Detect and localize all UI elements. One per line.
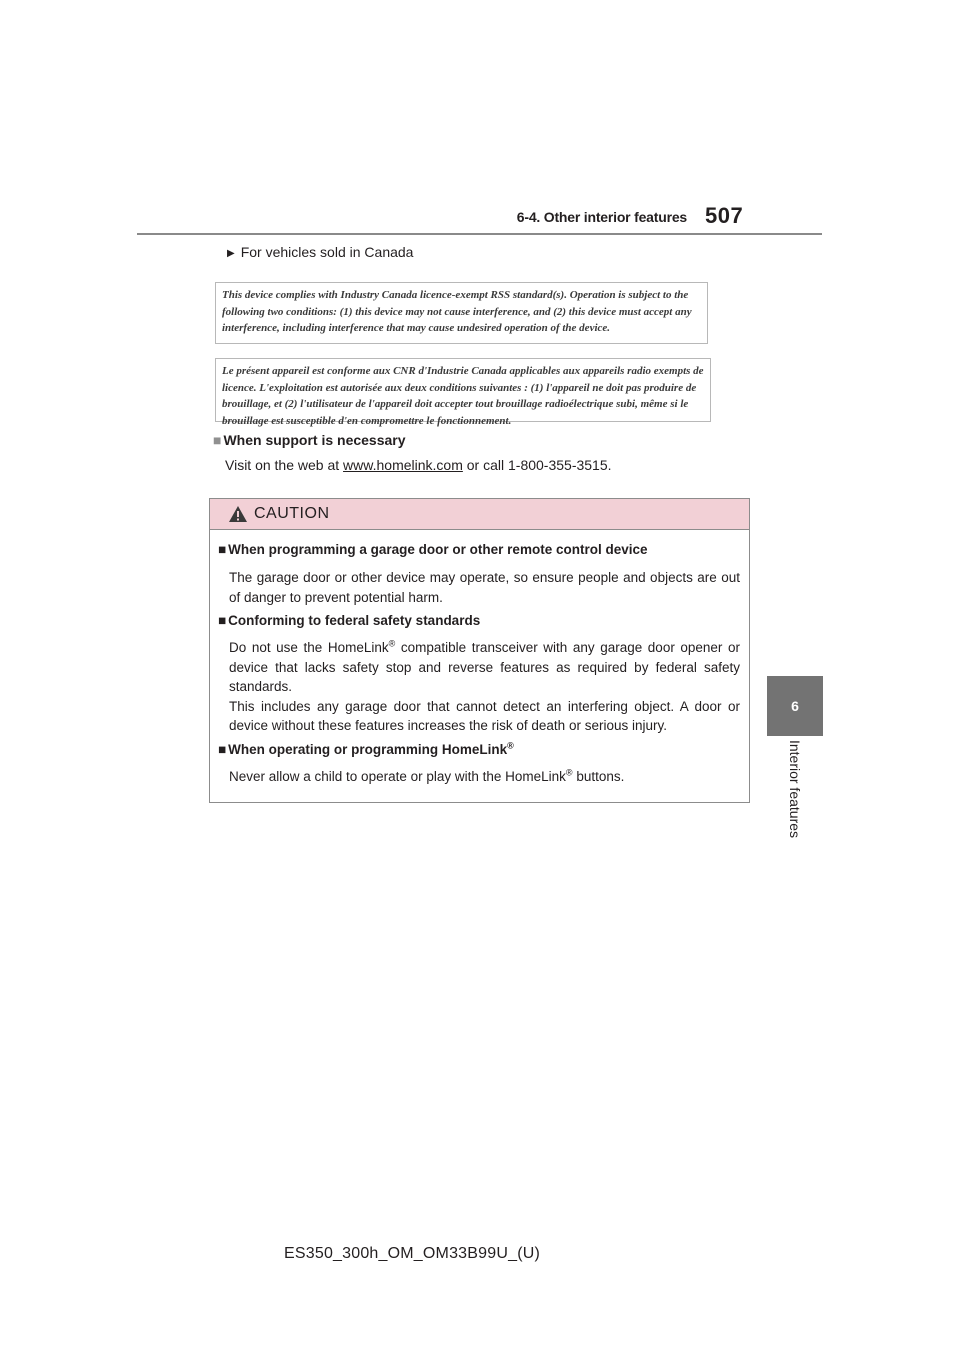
caution-item-heading: ■ When operating or programming HomeLink® xyxy=(218,740,514,757)
canada-notice-english: This device complies with Industry Canada licence-exempt RSS standard(s). Operation is subject to the following two conditions: (1) this device may not cause interference, and (2) this device must accept any interference, including interference that may cause undesired operation of the device. xyxy=(215,282,708,344)
registered-mark: ® xyxy=(388,638,396,649)
canada-notice-french: Le présent appareil est conforme aux CNR d'Industrie Canada applicables aux appareils radio exempts de licence. L'exploitation est autorisée aux deux conditions suivantes : (1) l'appareil ne doit pas produire de brouillage, et (2) l'utilisateur de l'appareil doit accepter tout brouillage radioélectrique subi, même si le brouillage est susceptible d'en compromettre le fonctionnement. xyxy=(215,358,711,422)
running-header-section: 6-4. Other interior features xyxy=(516,209,687,225)
caution-item-text: Do not use the HomeLink® compatible transceiver with any garage door opener or device that lacks safety stop and reverse features as required by federal safety standards. This includes any garage door that cannot detect an interfering object. A door or device without these features increases the risk of death or serious injury. xyxy=(229,638,741,733)
caution-item-heading: ■ When programming a garage door or other remote control device xyxy=(218,542,648,557)
support-heading-text: When support is necessary xyxy=(223,432,406,448)
registered-mark: ® xyxy=(565,767,573,778)
caution-item-heading: ■ Conforming to federal safety standards xyxy=(218,613,481,628)
registered-mark: ® xyxy=(507,740,514,751)
square-bullet-icon: ■ xyxy=(218,742,227,757)
header-divider xyxy=(137,233,822,235)
caution-item-text: The garage door or other device may operate, so ensure people and objects are out of danger to prevent potential harm. xyxy=(229,570,740,605)
caution-item-text: Never allow a child to operate or play with the HomeLink® buttons. xyxy=(229,767,625,784)
triangle-bullet-icon: ▶ xyxy=(227,248,235,259)
chapter-tab: 6 xyxy=(767,676,823,736)
document-code: ES350_300h_OM_OM33B99U_(U) xyxy=(284,1245,541,1262)
page-number: 507 xyxy=(705,203,744,228)
support-text: Visit on the web at www.homelink.com or call 1-800-355-3515. xyxy=(225,457,612,473)
caution-header xyxy=(210,499,749,530)
caution-box xyxy=(209,498,750,803)
square-bullet-icon: ■ xyxy=(218,542,227,557)
canada-bullet xyxy=(227,244,413,260)
homelink-link[interactable]: www.homelink.com xyxy=(343,457,463,473)
caution-title: CAUTION xyxy=(254,505,330,522)
canada-bullet-text: For vehicles sold in Canada xyxy=(240,244,414,260)
support-heading xyxy=(213,432,406,448)
warning-triangle-icon xyxy=(228,505,248,523)
square-bullet-icon: ■ xyxy=(218,613,227,628)
chapter-tab-label: Interior features xyxy=(787,739,803,839)
square-bullet-icon: ■ xyxy=(213,432,222,448)
